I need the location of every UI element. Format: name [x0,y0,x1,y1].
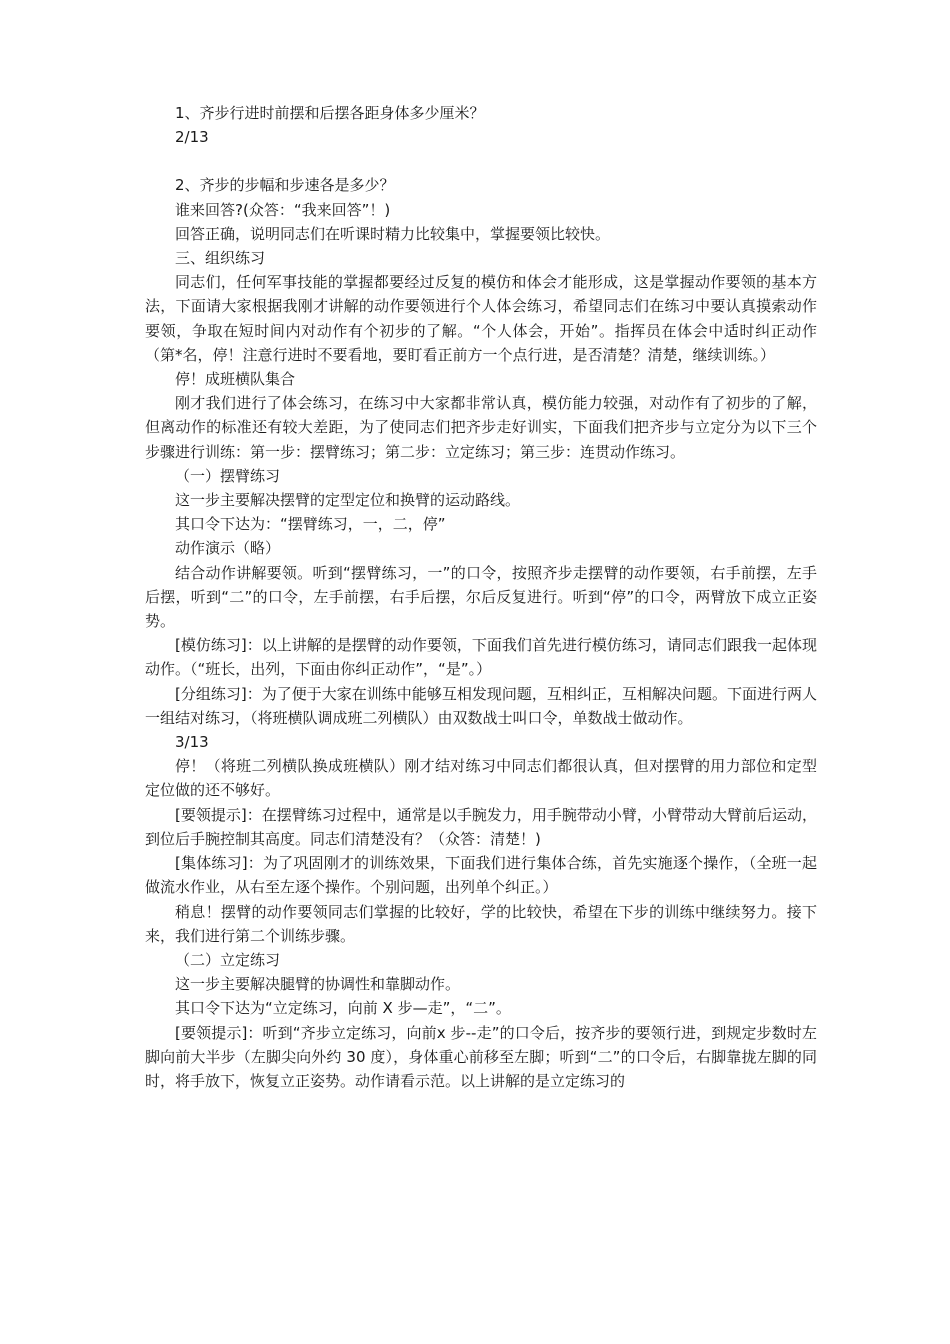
paragraph: [分组练习]：为了便于大家在训练中能够互相发现问题，互相纠正，互相解决问题。下面进行两人一组结对练习，（将班横队调成班二列横队）由双数战士叫口令，单数战士做动作。 [145,684,817,727]
paragraph: 稍息！摆臂的动作要领同志们掌握的比较好，学的比较快，希望在下步的训练中继续努力。接下来，我们进行第二个训练步骤。 [145,902,817,945]
paragraph: 回答正确，说明同志们在听课时精力比较集中，掌握要领比较快。 [175,224,611,243]
document-body [145,101,817,1093]
paragraph: [集体练习]：为了巩固刚才的训练效果，下面我们进行集体合练，首先实施逐个操作，（全班一起做流水作业，从右至左逐个操作。个别问题，出列单个纠正。） [145,854,817,897]
paragraph: 同志们，任何军事技能的掌握都要经过反复的模仿和体会才能形成，这是掌握动作要领的基本方法，下面请大家根据我刚才讲解的动作要领进行个人体会练习，希望同志们在练习中要认真摸索动作要领，争取在短时间内对动作有个初步的了解。“个人体会，开始”。指挥员在体会中适时纠正动作（第*名，停！注意行进时不要看地，要盯看正前方一个点行进，是否清楚？清楚，继续训练。） [145,273,817,364]
question-2: 2、齐步的步幅和步速各是多少？ [175,176,395,195]
paragraph: 这一步主要解决腿臂的协调性和靠脚动作。 [175,975,461,994]
subsection-heading: （一）摆臂练习 [175,466,281,485]
paragraph: [模仿练习]：以上讲解的是摆臂的动作要领，下面我们首先进行模仿练习，请同志们跟我一起体现动作。（“班长，出列，下面由你纠正动作”，“是”。） [145,636,817,679]
paragraph: 结合动作讲解要领。听到“摆臂练习，一”的口令，按照齐步走摆臂的动作要领，右手前摆，左手后摆，听到“二”的口令，左手前摆，右手后摆，尔后反复进行。听到“停”的口令，两臂放下成立正姿势。 [145,563,817,631]
paragraph: 谁来回答?(众答：“我来回答”！) [175,200,391,219]
page-number: 2/13 [175,128,209,147]
page-number: 3/13 [175,733,209,752]
paragraph: 其口令下达为：“摆臂练习，一，二，停” [175,515,446,534]
paragraph: 这一步主要解决摆臂的定型定位和换臂的运动路线。 [175,491,521,510]
paragraph: 动作演示（略） [175,539,281,558]
paragraph: 停！成班横队集合 [175,370,296,389]
paragraph: 刚才我们进行了体会练习，在练习中大家都非常认真，模仿能力较强，对动作有了初步的了解，但离动作的标准还有较大差距，为了使同志们把齐步走好训实，下面我们把齐步与立定分为以下三个步骤进行训练：第一步：摆臂练习；第二步：立定练习；第三步：连贯动作练习。 [145,394,817,461]
section-heading: 三、组织练习 [175,249,266,268]
paragraph: 其口令下达为“立定练习，向前 X 步—走”，“二”。 [175,999,511,1018]
question-1: 1、齐步行进时前摆和后摆各距身体多少厘米？ [175,104,485,122]
paragraph: [要领提示]：听到“齐步立定练习，向前x 步--走”的口令后，按齐步的要领行进，到规定步数时左脚向前大半步（左脚尖向外约 30 度），身体重心前移至左脚；听到“二”的口令后，右脚靠拢左脚的同时，将手放下，恢复立正姿势。动作请看示范。以上讲解的是立定练习的 [145,1023,817,1090]
subsection-heading: （二）立定练习 [175,950,281,969]
paragraph: 停！（将班二列横队换成班横队）刚才结对练习中同志们都很认真，但对摆臂的用力部位和定型定位做的还不够好。 [145,757,817,800]
paragraph: [要领提示]：在摆臂练习过程中，通常是以手腕发力，用手腕带动小臂，小臂带动大臂前后运动，到位后手腕控制其高度。同志们清楚没有？（众答：清楚！) [145,805,817,848]
